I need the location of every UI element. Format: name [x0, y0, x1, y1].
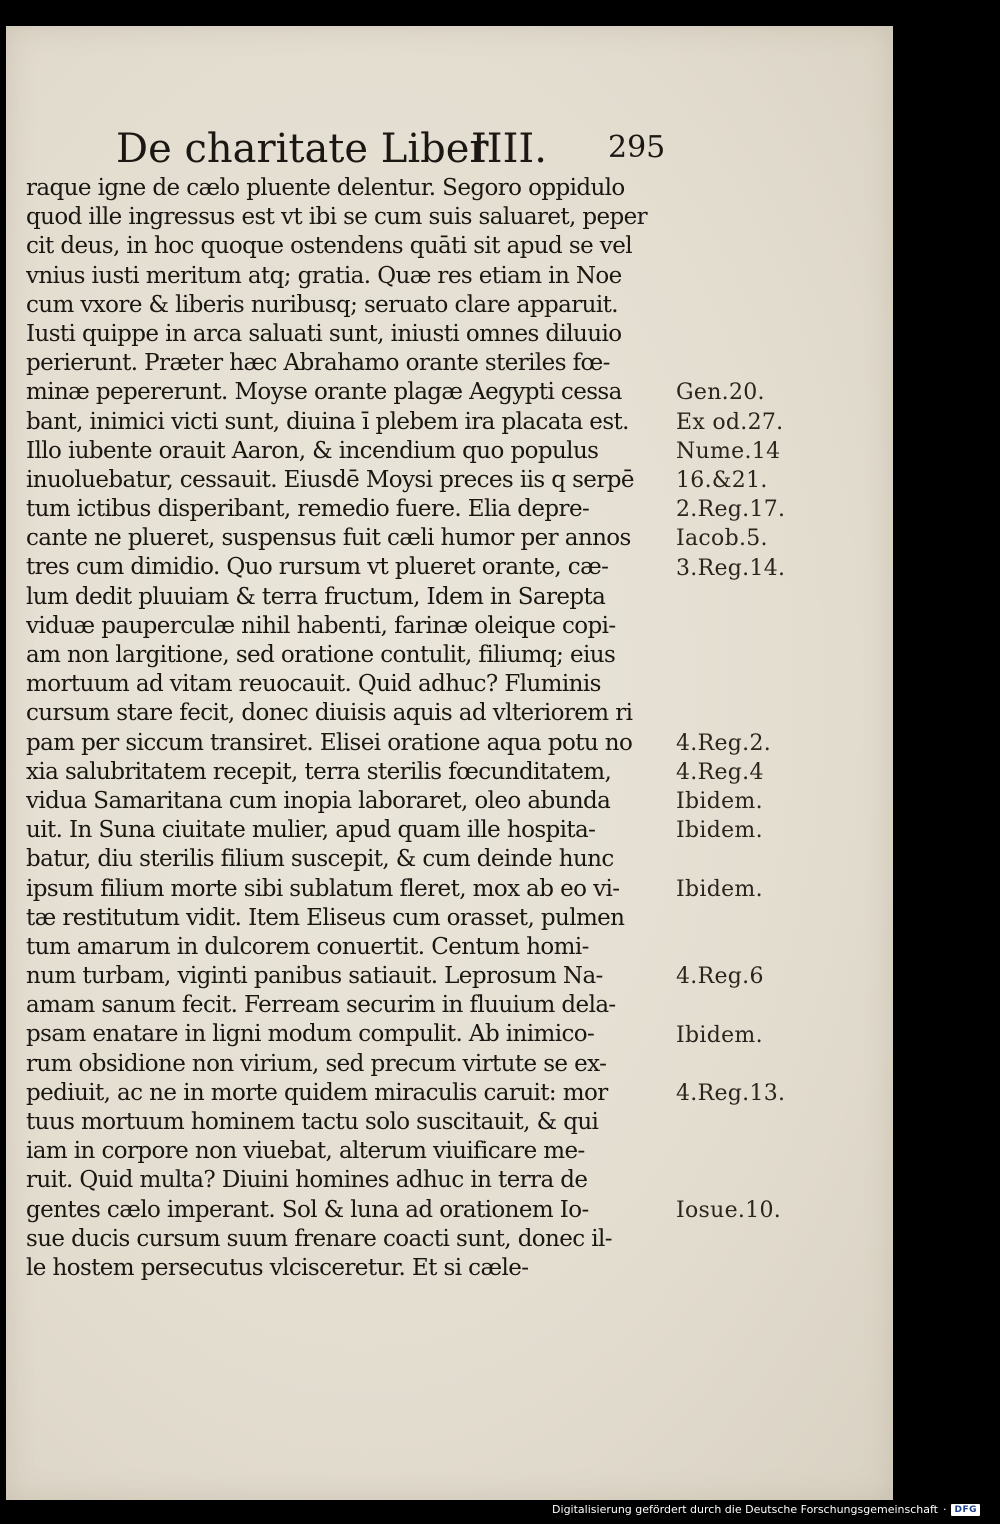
- margin-note: Ibidem.: [676, 1022, 763, 1048]
- text-line: amam sanum fecit. Ferream securim in fluuium dela-: [26, 992, 616, 1019]
- text-line: minæ pepererunt. Moyse orante plagæ Aegypti cessa: [26, 379, 622, 406]
- text-line: tæ restitutum vidit. Item Eliseus cum orasset, pulmen: [26, 904, 625, 931]
- footer: [552, 1503, 980, 1516]
- text-line: tuus mortuum hominem tactu solo suscitauit, & qui: [26, 1109, 599, 1135]
- text-line: tum amarum in dulcorem conuertit. Centum homi-: [26, 933, 589, 960]
- margin-note: Iosue.10.: [676, 1198, 782, 1223]
- body-text: [26, 174, 676, 1283]
- text-line: vnius iusti meritum atq; gratia. Quæ res etiam in Noe: [26, 262, 622, 289]
- text-line: tres cum dimidio. Quo rursum vt plueret orante, cæ-: [26, 554, 609, 581]
- margin-note: Ex od.27.: [676, 409, 784, 435]
- text-line: perierunt. Præter hæc Abrahamo orante steriles fœ-: [26, 350, 610, 377]
- text-line: mortuum ad vitam reuocauit. Quid adhuc? Fluminis: [26, 671, 601, 698]
- text-line: cit deus, in hoc quoque ostendens quāti sit apud se vel: [26, 233, 632, 260]
- text-line: uit. In Suna ciuitate mulier, apud quam ille hospita-: [26, 817, 596, 844]
- margin-note: Ibidem.: [676, 876, 763, 902]
- text-line: vidua Samaritana cum inopia laboraret, oleo abunda: [26, 787, 611, 814]
- margin-note: 16.&21.: [676, 468, 768, 493]
- text-line: num turbam, viginti panibus satiauit. Leprosum Na-: [26, 963, 603, 990]
- text-line: Illo iubente orauit Aaron, & incendium quo populus: [26, 437, 599, 464]
- margin-note: Gen.20.: [676, 380, 765, 406]
- margin-note: 3.Reg.14.: [676, 555, 786, 581]
- text-line: lum dedit pluuiam & terra fructum, Idem in Sarepta: [26, 583, 606, 610]
- text-line: pam per siccum transiret. Elisei oratione aqua potu no: [26, 729, 633, 756]
- margin-note: Iacob.5.: [676, 526, 768, 552]
- margin-note: Nume.14: [676, 438, 781, 464]
- text-line: tum ictibus disperibant, remedio fuere. Elia depre-: [26, 496, 590, 523]
- margin-note: Ibidem.: [676, 818, 763, 844]
- margin-note: 4.Reg.4: [676, 760, 764, 785]
- running-head-book-number: IIII.: [471, 126, 547, 172]
- margin-note: 2.Reg.17.: [676, 497, 786, 523]
- text-line: raque igne de cælo pluente delentur. Segoro oppidulo: [26, 175, 625, 201]
- text-line: bant, inimici victi sunt, diuina ī plebem ira placata est.: [26, 408, 629, 435]
- text-line: iam in corpore non viuebat, alterum viuificare me-: [26, 1138, 585, 1165]
- separator: ·: [942, 1503, 947, 1516]
- text-line: rum obsidione non virium, sed precum virtute se ex-: [26, 1050, 607, 1077]
- funding-credit: Digitalisierung gefördert durch die Deutsche Forschungsgemeinschaft: [552, 1503, 938, 1516]
- text-line: gentes cælo imperant. Sol & luna ad orationem Io-: [26, 1196, 589, 1223]
- text-line: Iusti quippe in arca saluati sunt, iniusti omnes diluuio: [26, 320, 622, 347]
- text-line: inuoluebatur, cessauit. Eiusdē Moysi preces iis q serpē: [26, 466, 634, 493]
- running-head-title: De charitate Liber: [116, 126, 489, 172]
- margin-note: 4.Reg.2.: [676, 730, 772, 756]
- text-line: xia salubritatem recepit, terra sterilis fœcunditatem,: [26, 758, 612, 785]
- text-line: pediuit, ac ne in morte quidem miraculis caruit: mor: [26, 1079, 608, 1106]
- margin-note: Ibidem.: [676, 789, 763, 815]
- text-line: le hostem persecutus vlcisceretur. Et si cæle-: [26, 1254, 529, 1281]
- text-line: ipsum filium morte sibi sublatum fleret, mox ab eo vi-: [26, 875, 620, 902]
- dfg-logo-icon: DFG: [951, 1504, 980, 1516]
- book-page: [6, 26, 893, 1500]
- page-number: 295: [608, 130, 666, 165]
- margin-note: 4.Reg.6: [676, 964, 764, 990]
- text-line: viduæ pauperculæ nihil habenti, farinæ oleique copi-: [26, 612, 616, 639]
- text-line: batur, diu sterilis filium suscepit, & cum deinde hunc: [26, 846, 614, 873]
- text-line: cursum stare fecit, donec diuisis aquis ad vlteriorem ri: [26, 700, 633, 727]
- text-line: cum vxore & liberis nuribusq; seruato clare apparuit.: [26, 291, 618, 318]
- margin-note: 4.Reg.13.: [676, 1081, 786, 1107]
- text-line: am non largitione, sed oratione contulit, filiumq; eius: [26, 642, 616, 668]
- text-line: cante ne plueret, suspensus fuit cæli humor per annos: [26, 525, 631, 552]
- text-line: ruit. Quid multa? Diuini homines adhuc in terra de: [26, 1167, 588, 1194]
- text-line: quod ille ingressus est vt ibi se cum suis saluaret, peper: [26, 204, 648, 231]
- text-line: psam enatare in ligni modum compulit. Ab inimico-: [26, 1021, 595, 1048]
- text-line: sue ducis cursum suum frenare coacti sunt, donec il-: [26, 1225, 612, 1252]
- running-head: [116, 126, 676, 176]
